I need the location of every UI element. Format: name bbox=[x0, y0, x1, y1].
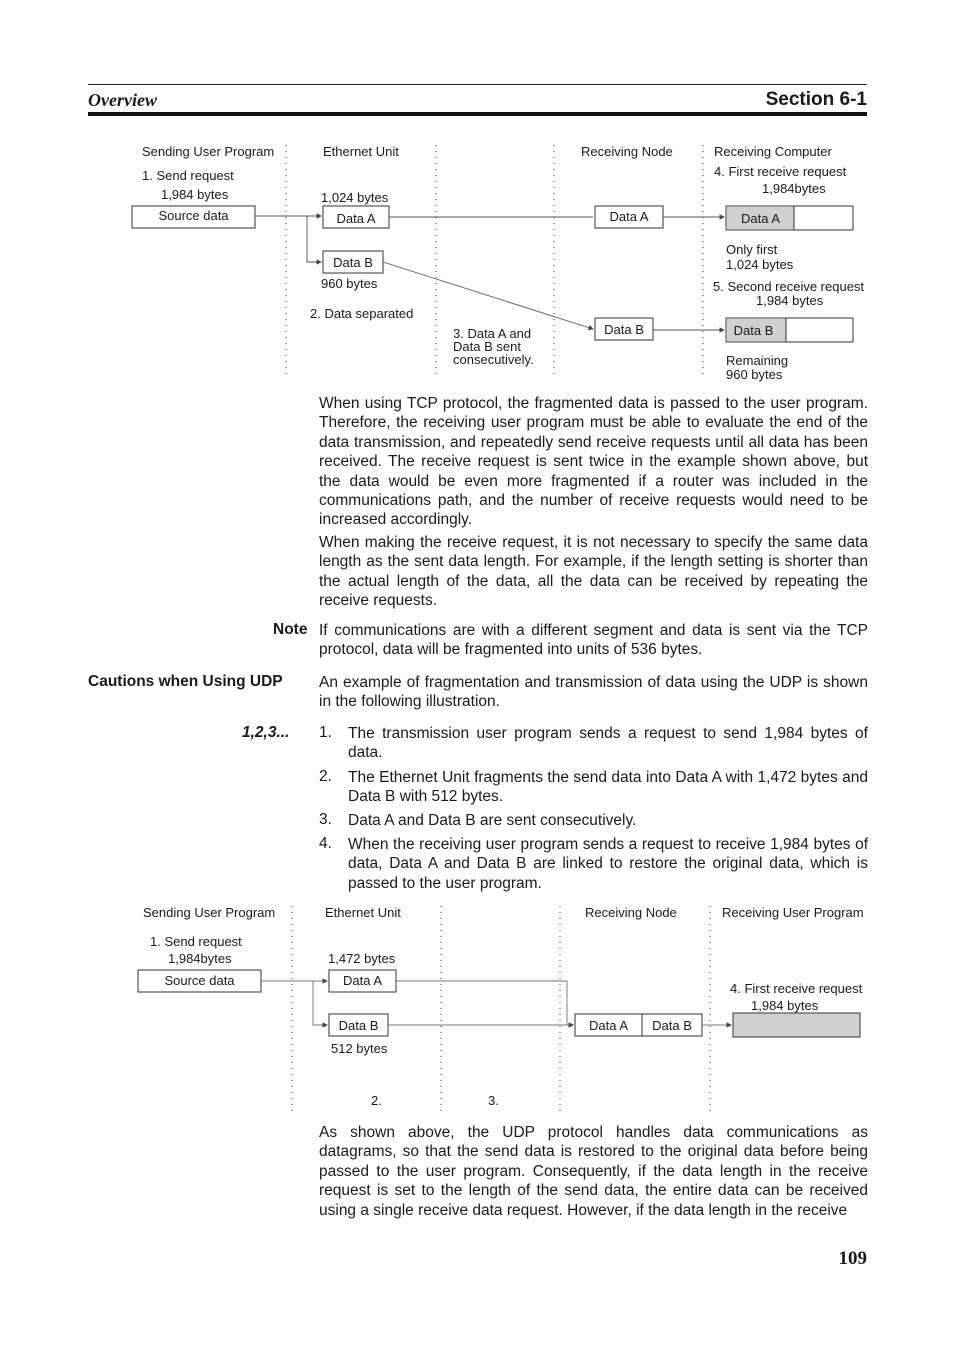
udp-intro-text: An example of fragmentation and transmission of data using the UDP is shown in the following illustration. bbox=[319, 674, 868, 711]
label-sending-user-program: Sending User Program bbox=[142, 144, 275, 159]
udp-arrow-a-to-node bbox=[396, 981, 573, 1025]
label-sending-user-program-2: Sending User Program bbox=[143, 905, 276, 920]
step-4-number: 4. bbox=[319, 835, 332, 852]
step-3-number: 3. bbox=[319, 811, 332, 828]
label-only-first-2: 1,024 bytes bbox=[726, 257, 794, 272]
label-send-bytes: 1,984 bytes bbox=[161, 187, 229, 202]
step-4-text: When the receiving user program sends a request to receive 1,984 bytes of data, Data A and Data B are linked to restore the original data, which is passed to the user program. bbox=[348, 836, 868, 892]
label-second-receive-bytes: 1,984 bytes bbox=[756, 293, 824, 308]
steps-label: 1,2,3... bbox=[242, 724, 290, 741]
label-data-separated: 2. Data separated bbox=[310, 306, 414, 321]
label-ethernet-unit-2: Ethernet Unit bbox=[325, 905, 401, 920]
paragraph-tcp-fragmentation: When using TCP protocol, the fragmented data is passed to the user program. Therefore, the receiving user program must be able to evaluate the end of the data transmission, and repeatedly send receive requests until all data has been received. The receive request is sent twice in the example shown above, but the data would be even more fragmented if a router was included in the communications path, and the number of receive requests would need to be increased accordingly. bbox=[319, 395, 868, 529]
udp-arrow-source-to-b bbox=[313, 981, 327, 1025]
header-section-number: Section 6-1 bbox=[765, 89, 867, 110]
label-udp-step-2: 2. bbox=[371, 1093, 382, 1108]
step-2-text: The Ethernet Unit fragments the send data into Data A with 1,472 bytes and Data B with 512 bytes. bbox=[348, 769, 868, 806]
udp-source-data-label: Source data bbox=[164, 973, 235, 988]
step-1-text: The transmission user program sends a request to send 1,984 bytes of data. bbox=[348, 725, 868, 762]
label-second-receive: 5. Second receive request bbox=[713, 279, 865, 294]
step-3-text: Data A and Data B are sent consecutively. bbox=[348, 812, 637, 829]
data-a-label: Data A bbox=[336, 211, 376, 226]
node-data-a-label: Data A bbox=[609, 209, 649, 224]
page-number: 109 bbox=[838, 1248, 867, 1269]
header-section-title: Overview bbox=[88, 90, 157, 110]
label-only-first-1: Only first bbox=[726, 242, 778, 257]
node-data-b-label: Data B bbox=[604, 322, 644, 337]
label-first-receive-bytes: 1,984bytes bbox=[762, 181, 826, 196]
step-2-number: 2. bbox=[319, 768, 332, 785]
label-remaining-1: Remaining bbox=[726, 353, 789, 368]
label-receiving-node-2: Receiving Node bbox=[585, 905, 677, 920]
buffer-1-data-a: Data A bbox=[740, 211, 781, 226]
udp-data-a-label: Data A bbox=[342, 973, 383, 988]
udp-data-b-label: Data B bbox=[338, 1018, 379, 1033]
label-udp-first-receive: 4. First receive request bbox=[730, 981, 863, 996]
label-send-request: 1. Send request bbox=[142, 168, 234, 183]
label-send-bytes-2: 1,984bytes bbox=[168, 951, 232, 966]
paragraph-udp-datagrams: As shown above, the UDP protocol handles data communications as datagrams, so that the send data is restored to the original data before being passed to the user program. Consequently, if the data length in the receive request is set to the length of the send data, the entire data can be received using a single receive data request. However, if the data length in the receive bbox=[319, 1124, 868, 1219]
note-text: If communications are with a different segment and data is sent via the TCP protocol, data will be fragmented into units of 536 bytes. bbox=[319, 622, 868, 659]
label-data-a-bytes: 1,024 bytes bbox=[321, 190, 389, 205]
label-udp-first-receive-bytes: 1,984 bytes bbox=[751, 998, 819, 1013]
label-first-receive: 4. First receive request bbox=[714, 164, 847, 179]
udp-node-data-b-label: Data B bbox=[652, 1018, 692, 1033]
label-receiving-user-program: Receiving User Program bbox=[722, 905, 864, 920]
label-udp-data-b-bytes: 512 bytes bbox=[331, 1041, 388, 1056]
label-receiving-computer: Receiving Computer bbox=[714, 144, 832, 159]
source-data-label: Source data bbox=[158, 208, 229, 223]
label-sent-line1: 3. Data A and bbox=[453, 326, 532, 341]
label-sent-line2: Data B sent bbox=[453, 339, 521, 354]
udp-receive-buffer bbox=[733, 1013, 860, 1037]
label-sent-line3: consecutively. bbox=[453, 352, 534, 367]
label-udp-step-3: 3. bbox=[488, 1093, 499, 1108]
udp-cautions-heading: Cautions when Using UDP bbox=[88, 673, 283, 690]
label-data-b-bytes: 960 bytes bbox=[321, 276, 378, 291]
step-1-number: 1. bbox=[319, 724, 332, 741]
label-udp-data-a-bytes: 1,472 bytes bbox=[328, 951, 396, 966]
paragraph-receive-request-length: When making the receive request, it is not necessary to specify the same data length as the sent data length. For example, if the length setting is shorter than the actual length of the data, all the data can be received by repeating the receive requests. bbox=[319, 534, 868, 610]
note-label: Note bbox=[273, 621, 308, 638]
label-remaining-2: 960 bytes bbox=[726, 367, 783, 382]
label-ethernet-unit: Ethernet Unit bbox=[323, 144, 399, 159]
label-receiving-node: Receiving Node bbox=[581, 144, 673, 159]
udp-node-data-a-label: Data A bbox=[588, 1018, 629, 1033]
label-send-request-2: 1. Send request bbox=[150, 934, 242, 949]
data-b-label: Data B bbox=[333, 255, 373, 270]
buffer-2-data-b: Data B bbox=[733, 323, 774, 338]
